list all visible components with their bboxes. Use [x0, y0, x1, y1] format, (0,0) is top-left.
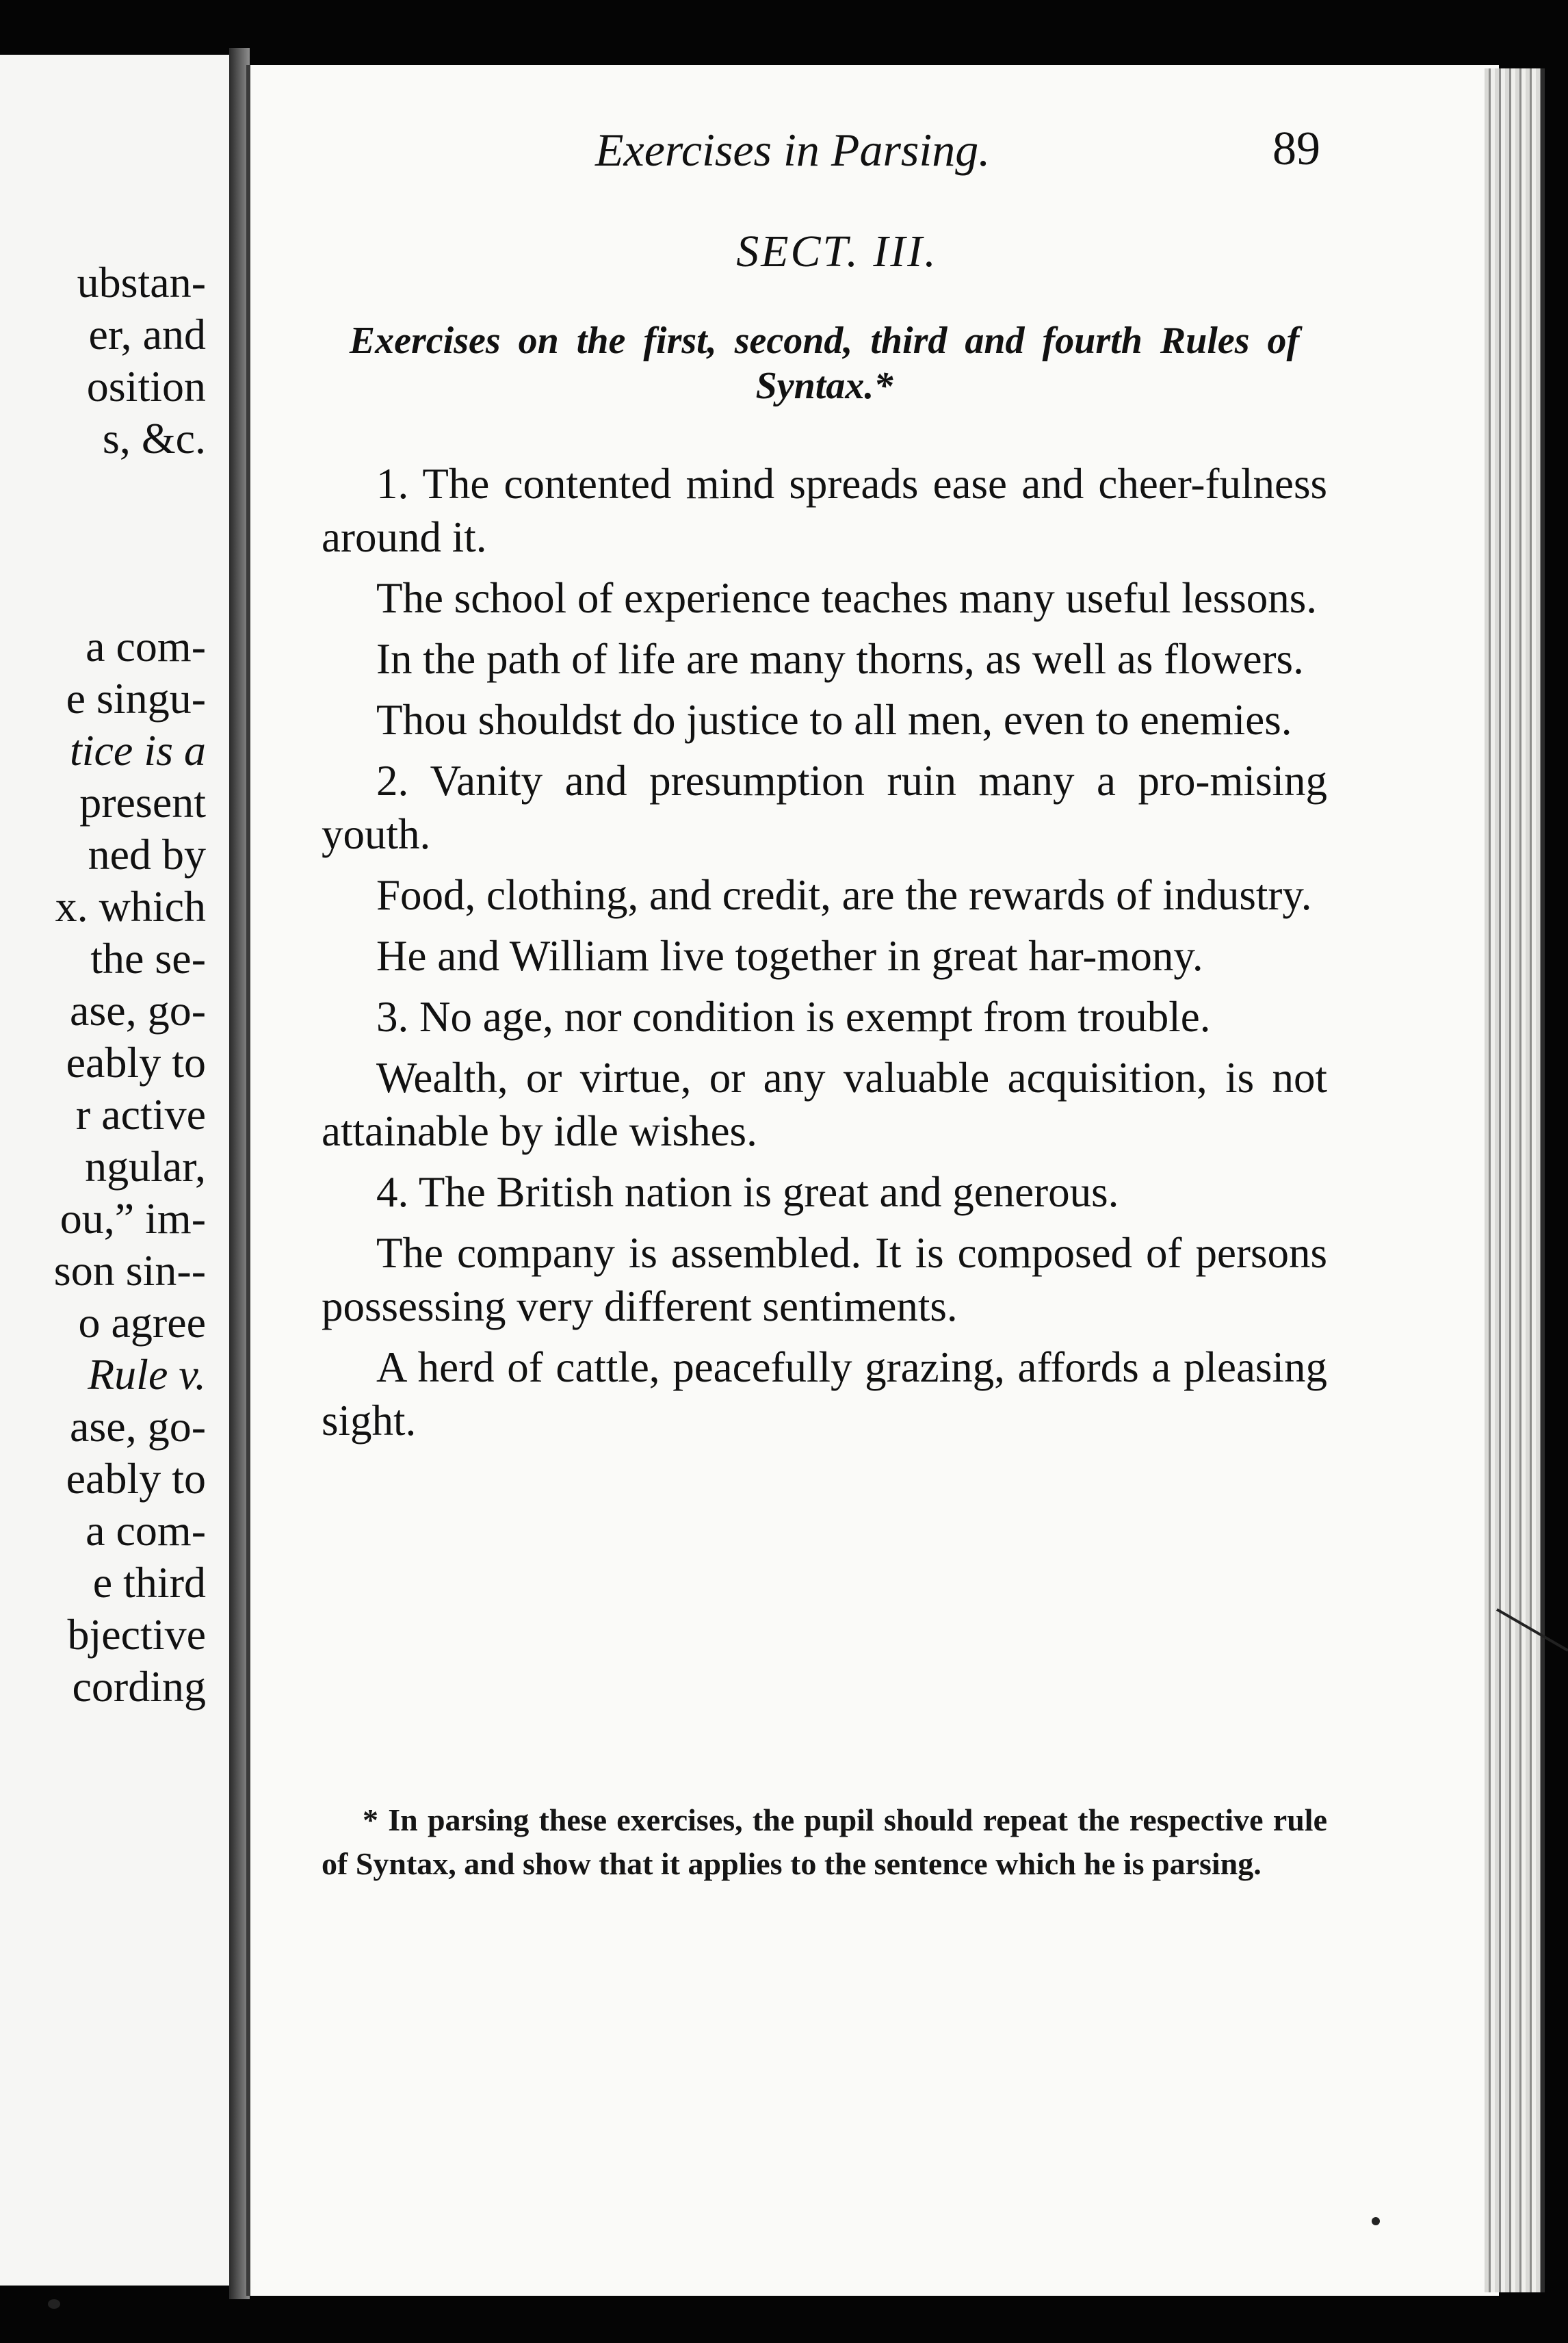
facing-page-line: Rule v.	[88, 1350, 206, 1399]
facing-page-line: x. which	[55, 882, 206, 931]
facing-page-line	[1, 465, 206, 517]
ink-speck	[1372, 2217, 1380, 2225]
facing-page-line: ngular,	[85, 1142, 206, 1191]
ink-speck	[48, 2299, 60, 2309]
facing-page-line: ubstan-	[77, 258, 206, 307]
exercise-paragraph: He and William live together in great har-mony.	[376, 932, 1203, 980]
exercise-paragraph: In the path of life are many thorns, as well as flowers.	[376, 635, 1304, 683]
facing-page-line: e singu-	[66, 674, 206, 723]
facing-page-line: osition	[86, 362, 206, 411]
running-head: Exercises in Parsing.	[595, 124, 991, 176]
footnote: * In parsing these exercises, the pupil should repeat the respective rule of Syntax, and show that it applies to the sentence which he is parsing.	[322, 1802, 1327, 1881]
facing-page-line: eably to	[66, 1454, 206, 1503]
exercise-paragraph: 1. The contented mind spreads ease and cheer-fulness around it.	[322, 460, 1327, 561]
facing-page-line: s, &c.	[102, 414, 206, 463]
facing-page-line: eably to	[66, 1038, 206, 1087]
facing-page-line: ase, go-	[69, 986, 206, 1035]
facing-page-line: cording	[72, 1662, 206, 1711]
exercise-paragraph: 2. Vanity and presumption ruin many a pro-mising youth.	[322, 757, 1327, 858]
facing-page-text	[1, 257, 206, 1713]
facing-page-line: r active	[75, 1090, 206, 1139]
exercise-paragraph: The company is assembled. It is composed of persons possessing very different sentiments.	[322, 1229, 1327, 1330]
exercise-paragraph: Thou shouldst do justice to all men, even to enemies.	[376, 696, 1292, 744]
facing-page-line: son sin--	[53, 1246, 206, 1295]
facing-page-line: o agree	[78, 1298, 206, 1347]
exercise-paragraph: 3. No age, nor condition is exempt from trouble.	[376, 993, 1211, 1041]
facing-page-line: a com-	[86, 622, 206, 671]
facing-page-line: tice is a	[69, 726, 206, 775]
section-title: SECT. III.	[736, 226, 938, 276]
exercise-paragraph: Wealth, or virtue, or any valuable acquisition, is not attainable by idle wishes.	[322, 1054, 1327, 1155]
facing-page-line: present	[79, 778, 206, 827]
facing-page-line: ned by	[88, 830, 206, 879]
facing-page-left	[0, 55, 232, 2286]
page-edge	[1485, 68, 1545, 2292]
facing-page-line: e third	[92, 1558, 206, 1607]
facing-page-line: ase, go-	[69, 1402, 206, 1451]
exercise-paragraph: Food, clothing, and credit, are the rewards of industry.	[376, 871, 1312, 919]
facing-page-line: ou,” im-	[60, 1194, 206, 1243]
exercise-body	[322, 457, 1327, 1455]
section-subtitle: Exercises on the first, second, third and fourth Rules of Syntax.*	[349, 320, 1300, 407]
page-number: 89	[1272, 122, 1320, 175]
exercise-paragraph: The school of experience teaches many useful lessons.	[376, 574, 1318, 622]
facing-page-line: a com-	[86, 1506, 206, 1555]
exercise-paragraph: A herd of cattle, peacefully grazing, affords a pleasing sight.	[322, 1343, 1327, 1445]
facing-page-line	[1, 569, 206, 621]
facing-page-line	[1, 517, 206, 569]
exercise-paragraph: 4. The British nation is great and generous.	[376, 1168, 1119, 1216]
facing-page-line: bjective	[67, 1610, 206, 1659]
facing-page-line: er, and	[88, 310, 206, 359]
facing-page-line: the se-	[90, 934, 206, 983]
